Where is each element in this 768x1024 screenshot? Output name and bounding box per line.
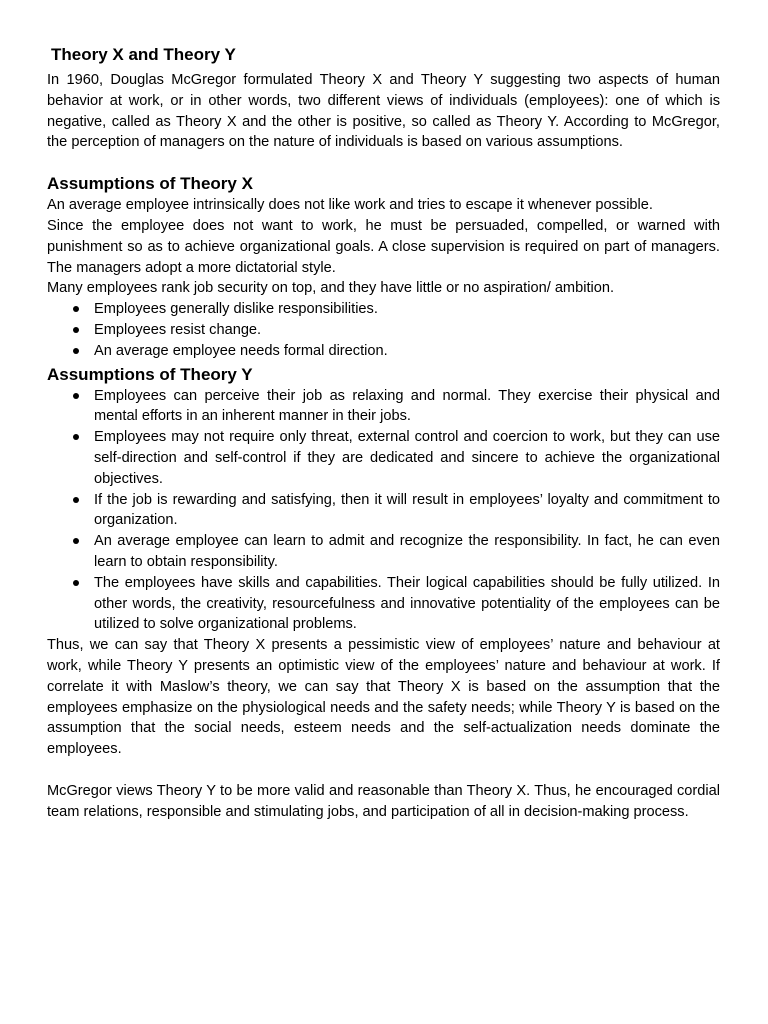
list-item: An average employee can learn to admit and recognize the responsibility. In fact, he can even learn to obtain responsibility. bbox=[47, 531, 720, 573]
list-item: Employees can perceive their job as relaxing and normal. They exercise their physical and mental efforts in an inherent manner in their jobs. bbox=[47, 386, 720, 428]
bullet-icon bbox=[73, 327, 79, 333]
theory-y-heading: Assumptions of Theory Y bbox=[47, 364, 253, 384]
bullet-icon bbox=[73, 348, 79, 354]
list-item: Employees may not require only threat, external control and coercion to work, but they can use self-direction and self-control if they are dedicated and sincere to achieve the organizational objectives. bbox=[47, 427, 720, 489]
bullet-icon bbox=[73, 306, 79, 312]
bullet-icon bbox=[73, 538, 79, 544]
theory-x-paragraph: Since the employee does not want to work, he must be persuaded, compelled, or warned with punishment so as to achieve organizational goals. A close supervision is required on part of managers. The managers adopt a more dictatorial style. bbox=[47, 217, 720, 276]
list-item: The employees have skills and capabilities. Their logical capabilities should be fully utilized. In other words, the creativity, resourcefulness and innovative potentiality of the employees can be utilized to solve organizational problems. bbox=[47, 573, 720, 635]
document-page bbox=[47, 44, 720, 822]
closing-paragraph: McGregor views Theory Y to be more valid and reasonable than Theory X. Thus, he encouraged cordial team relations, responsible and stimulating jobs, and participation of all in decision-making process. bbox=[47, 782, 720, 820]
conclusion-paragraph: Thus, we can say that Theory X presents a pessimistic view of employees’ nature and behaviour at work, while Theory Y presents an optimistic view of the employees’ nature and behaviour at work. If correlate it with Maslow’s theory, we can say that Theory X is based on the assumption that the employees emphasize on the physiological needs and the safety needs; while Theory Y is based on the assumption that the social needs, esteem needs and the self-actualization needs dominate the employees. bbox=[47, 637, 720, 758]
list-item: An average employee needs formal direction. bbox=[47, 341, 720, 362]
intro-paragraph: In 1960, Douglas McGregor formulated Theory X and Theory Y suggesting two aspects of human behavior at work, or in other words, two different views of individuals (employees): one of which is negative, called as Theory X and the other is positive, so called as Theory Y. According to McGregor, the perception of managers on the nature of individuals is based on various assumptions. bbox=[47, 72, 720, 151]
document-title: Theory X and Theory Y bbox=[51, 45, 236, 64]
theory-x-paragraph: Many employees rank job security on top, and they have little or no aspiration/ ambition. bbox=[47, 280, 615, 297]
bullet-icon bbox=[73, 580, 79, 586]
list-item: Employees resist change. bbox=[47, 320, 720, 341]
bullet-icon bbox=[73, 497, 79, 503]
theory-y-bullet-list bbox=[47, 386, 720, 636]
theory-x-bullet-list bbox=[47, 299, 720, 361]
list-item: If the job is rewarding and satisfying, then it will result in employees’ loyalty and commitment to organization. bbox=[47, 490, 720, 532]
bullet-icon bbox=[73, 393, 79, 399]
theory-x-heading: Assumptions of Theory X bbox=[47, 174, 253, 194]
bullet-icon bbox=[73, 434, 79, 440]
paragraph-spacer bbox=[47, 760, 720, 781]
list-item: Employees generally dislike responsibilities. bbox=[47, 299, 720, 320]
theory-x-paragraph: An average employee intrinsically does not like work and tries to escape it whenever possible. bbox=[47, 197, 653, 214]
